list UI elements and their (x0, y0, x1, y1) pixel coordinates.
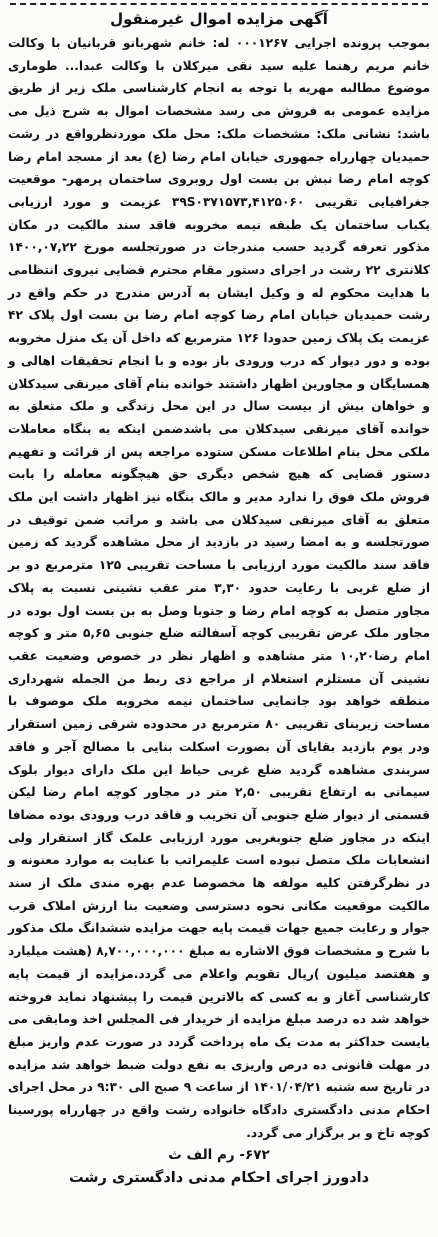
notice-body (6, 32, 432, 1144)
notice-title: آگهی مزایده اموال غیرمنقول (110, 10, 328, 28)
notice-signature: دادورز اجرای احکام مدنی دادگستری رشت (68, 1170, 370, 1187)
notice-body-paragraph: بموجب پرونده اجرایی ۰۰۰۱۲۶۷ له: خانم شهربانو قربانیان با وکالت خانم مریم رهنما علیه سید نقی میرکلان با وکالت عبدا... طوماری موضوع مطالبه مهریه با توجه به انجام کارشناسی ملک زیر از طریق مزایده عمومی به فروش می رسد مشخصات اموال به شرح ذیل می باشد: نشانی ملک: مشخصات ملک: محل ملک موردنظرواقع در رشت حمیدیان چهارراه جمهوری خیابان امام رضا (ع) بعد از مسجد امام رضا کوچه امام رضا نبش بن بست اول روبروی ساختمان پرمهر- موقعیت جغرافیایی تقریبی ۳۹S۰۳۷۱۵۷۳,۴۱۲۵۰۶۰ عزیمت و مورد ارزیابی یکباب ساختمان یک طبقه نیمه مخروبه فاقد سند مالکیت در مکان مذکور تعرفه گردید حسب مندرجات در صورتجلسه مورخ ۱۴۰۰,۰۷,۲۲ کلانتری ۲۲ رشت در اجرای دستور مقام محترم قضایی نیروی انتظامی با هدایت محکوم له و وکیل ایشان به آدرس مندرج در حکم واقع در رشت حمیدیان خیابان امام رضا کوچه امام رضا بن بست اول پلاک ۴۲ عزیمت یک پلاک زمین حدودا ۱۲۶ مترمربع که داخل آن یک منزل مخروبه بوده و دور دیوار که درب ورودی باز بوده و با انجام تحقیقات اهالی و همسایگان و مجاورین اظهار داشتند خوانده بنام آقای میرنقی سیدکلان و خواهان بیش از بیست سال در این محل زندگی و ملک متعلق به خوانده آقای میرنقی سیدکلان می باشدضمن اینکه به بنگاه معاملات ملکی محل بنام اطلاعات مسکن ستوده مراجعه پس از قرائت و تفهیم دستور قضایی که هیچ شخص دیگری حق هیچگونه معامله را بابت فروش ملک فوق را ندارد مدیر و مالک بنگاه نیز اظهار داشت این ملک متعلق به آقای میرنقی سیدکلان می باشد و مراتب ضمن توقیف در صورتجلسه و به امضا رسید در بازدید از محل مشاهده گردید که زمین فاقد سند مالکیت مورد ارزیابی با مساحت تقریبی ۱۲۵ مترمربع دو بر از ضلع غربی با رعایت حدود ۳,۳۰ متر عقب نشینی نسبت به پلاک مجاور متصل به کوچه امام رضا و جنوبا وصل به بن بست اول بوده در مجاور ملک عرض تقریبی کوچه آسفالته ضلع جنوبی ۵,۶۵ متر و کوچه امام رضا۱۰,۲۰ متر مشاهده و اظهار نظر در خصوص وضعیت عقب نشینی آن مستلزم استعلام از مراجع ذی ربط من الجمله شهرداری منطقه خواهد بود جانمایی ساختمان نیمه مخروبه ملک موصوف با مساحت زیربنای تقریبی ۸۰ مترمربع در محدوده شرقی زمین استقرار ودر یوم بازدید بقایای آن بصورت اسکلت بنایی با مصالح آجر و فاقد سربندی مشاهده گردید ضلع غربی حیاط این ملک دارای دیوار بلوک سیمانی به ارتفاع تقریبی ۲,۵۰ متر در مجاور کوچه امام رضا لیکن قسمتی از دیوار ضلع جنوبی آن تخریب و فاقد درب ورودی بوده مضافا اینکه در مجاور ضلع جنوبغربی مورد ارزیابی علمک گاز استقرار ولی انشعابات ملک متصل نبوده است علیمراتب با عنایت به موارد معنونه و در نظرگرفتن کلیه مولفه ها مخصوصا عدم بهره مندی ملک از سند مالکیت موقعیت مکانی نحوه دسترسی وضعیت بنا ارزش املاک قرب جوار و رعایت جمیع جهات قیمت پایه جهت مزایده ششدانگ ملک مذکور با شرح و مشخصات فوق الاشاره به مبلغ ۸,۷۰۰,۰۰۰,۰۰۰ (هشت میلیارد و هفتصد میلیون )ریال تقویم واعلام می گردد.مزایده از قیمت پایه کارشناسی آغاز و به کسی که بالاترین قیمت را پیشنهاد نماید فروخته خواهد شد ده درصد مبلغ مزایده از خریدار فی المجلس اخذ ومابقی می بایست حداکثر به مدت یک ماه پرداخت گردد در صورت عدم واریز مبلغ در مهلت قانونی ده درص واریزی به نفع دولت ضبط خواهد شد مزایده در تاریخ سه شنبه ۱۴۰۱/۰۴/۲۱ از ساعت ۹ صبح الی ۹:۳۰ در محل اجرای احکام مدنی دادگستری دادگاه خانواده رشت واقع در چهارراه پورسینا کوچه تاخ و بر برگزار می گردد. (8, 36, 431, 1140)
top-dashed-border (10, 3, 428, 5)
notice-code: ۶۷۲- رم الف ث (168, 1147, 270, 1164)
